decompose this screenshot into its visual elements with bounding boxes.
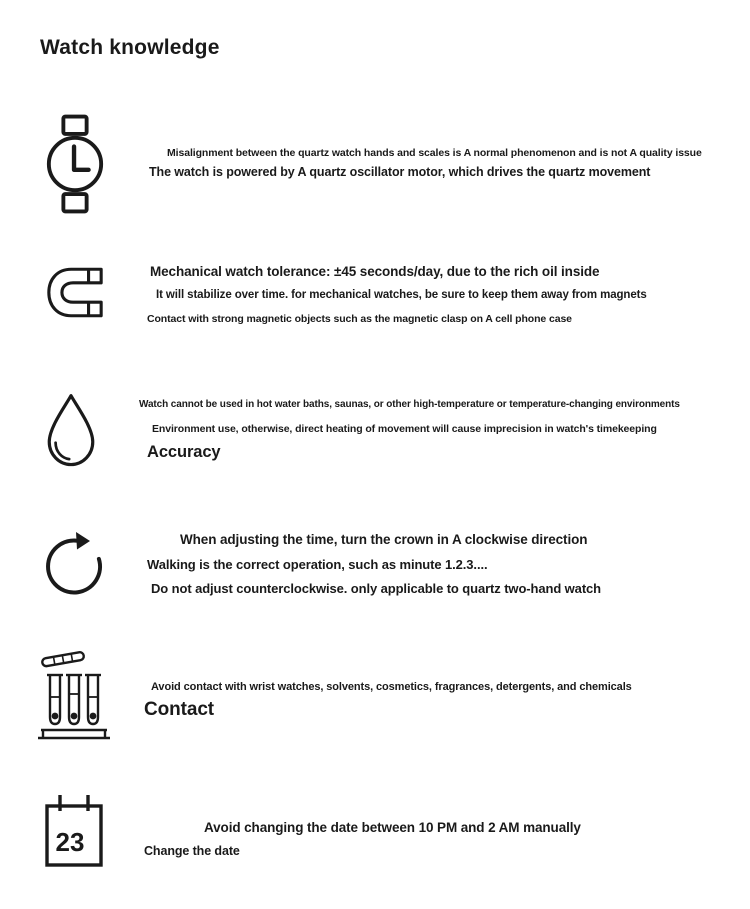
info-line: Do not adjust counterclockwise. only applicable to quartz two-hand watch xyxy=(151,581,602,596)
info-line: Contact with strong magnetic objects such as the magnetic clasp on A cell phone case xyxy=(147,313,572,325)
chemicals-test-tubes-icon-svg xyxy=(36,645,112,745)
wristwatch-icon-svg xyxy=(44,112,106,216)
wristwatch-icon xyxy=(44,112,106,216)
magnet-icon xyxy=(44,261,106,324)
water-drop-icon xyxy=(42,382,100,480)
info-line: Walking is the correct operation, such as minute 1.2.3.... xyxy=(147,557,488,572)
magnet-icon-svg xyxy=(44,261,106,324)
clockwise-arrow-icon-svg xyxy=(42,521,106,608)
info-line: Environment use, otherwise, direct heating of movement will cause imprecision in watch's timekeeping xyxy=(152,423,657,435)
water-drop-icon-svg xyxy=(42,382,100,480)
info-line: It will stabilize over time. for mechanical watches, be sure to keep them away from magnets xyxy=(156,289,647,301)
info-line: Avoid contact with wrist watches, solvents, cosmetics, fragrances, detergents, and chemicals xyxy=(151,681,632,693)
clockwise-arrow-icon xyxy=(42,521,106,608)
calendar-icon xyxy=(42,790,106,872)
section-heading: Accuracy xyxy=(147,443,221,461)
info-line: Misalignment between the quartz watch hands and scales is A normal phenomenon and is not A quality issue xyxy=(167,147,702,159)
info-line: Avoid changing the date between 10 PM and 2 AM manually xyxy=(204,820,581,835)
info-line: Change the date xyxy=(144,844,240,858)
info-line: When adjusting the time, turn the crown in A clockwise direction xyxy=(180,532,588,547)
page-title: Watch knowledge xyxy=(40,36,220,59)
calendar-icon-svg xyxy=(42,790,106,872)
section-heading: Contact xyxy=(144,699,215,720)
calendar-day-number: 23 xyxy=(55,827,85,857)
info-line: Mechanical watch tolerance: ±45 seconds/day, due to the rich oil inside xyxy=(150,264,600,279)
info-line: The watch is powered by A quartz oscillator motor, which drives the quartz movement xyxy=(149,165,651,179)
chemicals-test-tubes-icon xyxy=(36,645,112,745)
info-line: Watch cannot be used in hot water baths, saunas, or other high-temperature or temperature-changing environments xyxy=(139,399,680,410)
